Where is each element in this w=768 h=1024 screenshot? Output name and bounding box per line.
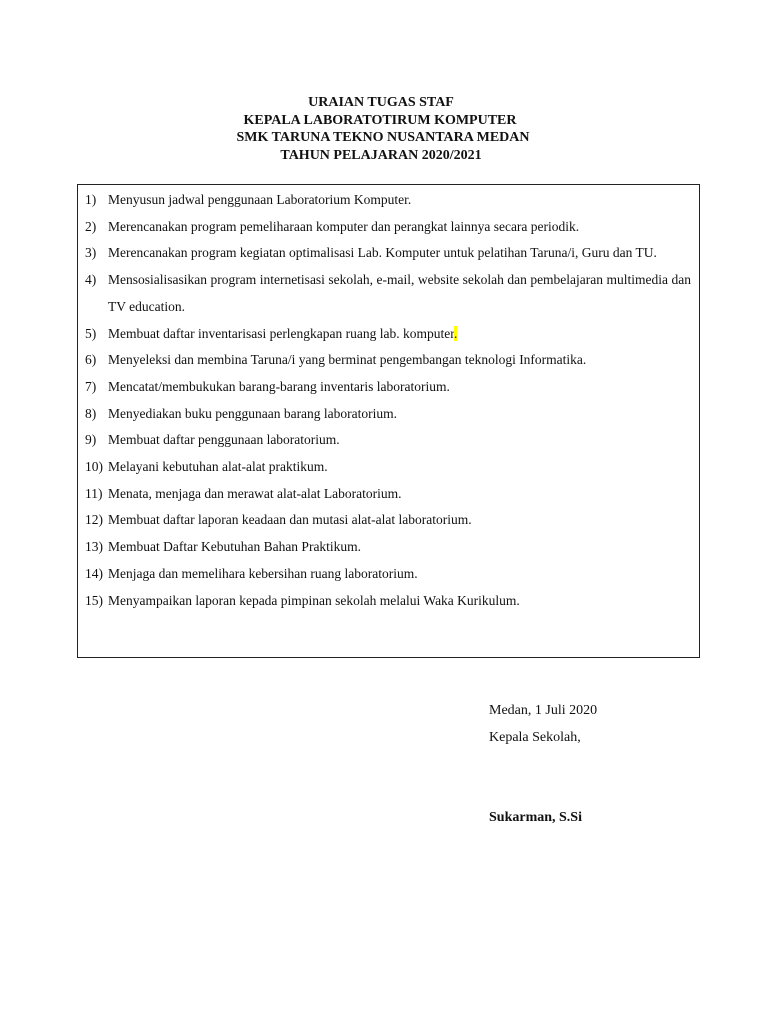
task-text	[108, 240, 691, 267]
task-text-content: Menyeleksi dan membina Taruna/i yang berminat pengembangan teknologi Informatika.	[108, 352, 587, 368]
task-text	[108, 534, 691, 561]
title-line-2: KEPALA LABORATOTIRUM KOMPUTER	[243, 112, 517, 128]
task-number: 8)	[85, 405, 97, 421]
task-text	[108, 347, 691, 374]
task-list-box	[77, 184, 700, 658]
task-number: 2)	[85, 218, 97, 234]
task-text	[108, 321, 691, 348]
list-item	[85, 481, 691, 508]
task-text	[108, 588, 691, 615]
task-text-content: Membuat daftar penggunaan laboratorium.	[108, 432, 340, 448]
task-number: 7)	[85, 378, 97, 394]
task-number: 9)	[85, 432, 97, 448]
task-list	[85, 187, 691, 614]
task-text-content: Menyampaikan laporan kepada pimpinan sekolah melalui Waka Kurikulum.	[108, 592, 520, 608]
task-text-content: Menata, menjaga dan merawat alat-alat Laboratorium.	[108, 485, 402, 501]
task-text	[108, 481, 691, 508]
task-number: 15)	[85, 592, 103, 608]
task-number: 12)	[85, 512, 103, 528]
task-number: 13)	[85, 539, 103, 555]
signature-block	[489, 697, 597, 751]
task-text	[108, 561, 691, 588]
title-line-1: URAIAN TUGAS STAF	[308, 95, 454, 110]
task-text-content: Mensosialisasikan program internetisasi sekolah, e-mail, website sekolah dan pembelajaran multimedia dan TV education.	[108, 272, 691, 314]
task-text-content: Mencatat/membukukan barang-barang inventaris laboratorium.	[108, 378, 450, 394]
document-title-block	[0, 94, 768, 164]
task-text	[108, 427, 691, 454]
task-text-content: Menyusun jadwal penggunaan Laboratorium Komputer.	[108, 192, 412, 207]
task-text-content: Melayani kebutuhan alat-alat praktikum.	[108, 459, 328, 475]
task-text	[108, 454, 691, 481]
list-item	[85, 534, 691, 561]
task-text	[108, 187, 691, 214]
task-text-content: Merencanakan program pemeliharaan komputer dan perangkat lainnya secara periodik.	[108, 218, 580, 234]
list-item	[85, 214, 691, 241]
task-text	[108, 401, 691, 428]
task-number: 10)	[85, 459, 103, 475]
list-item	[85, 561, 691, 588]
list-item	[85, 401, 691, 428]
task-number: 3)	[85, 245, 97, 261]
title-line-3: SMK TARUNA TEKNO NUSANTARA MEDAN	[236, 130, 530, 145]
list-item	[85, 427, 691, 454]
list-item	[85, 507, 691, 534]
task-text-content: Membuat daftar laporan keadaan dan mutasi alat-alat laboratorium.	[108, 512, 472, 528]
list-item	[85, 374, 691, 401]
task-text	[108, 374, 691, 401]
task-text-content: Menyediakan buku penggunaan barang laboratorium.	[108, 405, 398, 421]
task-number: 14)	[85, 565, 103, 581]
list-item	[85, 240, 691, 267]
signature-place-date: Medan, 1 Juli 2020	[489, 703, 598, 718]
title-line-4: TAHUN PELAJARAN 2020/2021	[280, 147, 482, 163]
task-text	[108, 267, 691, 320]
task-number: 5)	[85, 325, 97, 341]
signature-name: Sukarman, S.Si	[489, 810, 582, 825]
list-item	[85, 347, 691, 374]
task-text-content: Membuat daftar inventarisasi perlengkapan ruang lab. komputer	[108, 325, 455, 341]
task-text	[108, 507, 691, 534]
task-number: 4)	[85, 272, 97, 288]
list-item	[85, 454, 691, 481]
task-number: 11)	[85, 485, 103, 501]
task-text	[108, 214, 691, 241]
signature-role: Kepala Sekolah,	[489, 730, 581, 745]
task-number: 1)	[85, 192, 97, 207]
list-item	[85, 187, 691, 214]
task-text-content: Merencanakan program kegiatan optimalisasi Lab. Komputer untuk pelatihan Taruna/i, Guru dan TU.	[108, 245, 657, 261]
list-item	[85, 267, 691, 320]
highlight-mark: .	[454, 325, 458, 341]
list-item	[85, 588, 691, 615]
list-item	[85, 321, 691, 348]
task-number: 6)	[85, 352, 97, 368]
task-text-content: Membuat Daftar Kebutuhan Bahan Praktikum.	[108, 539, 362, 555]
task-text-content: Menjaga dan memelihara kebersihan ruang laboratorium.	[108, 565, 418, 581]
